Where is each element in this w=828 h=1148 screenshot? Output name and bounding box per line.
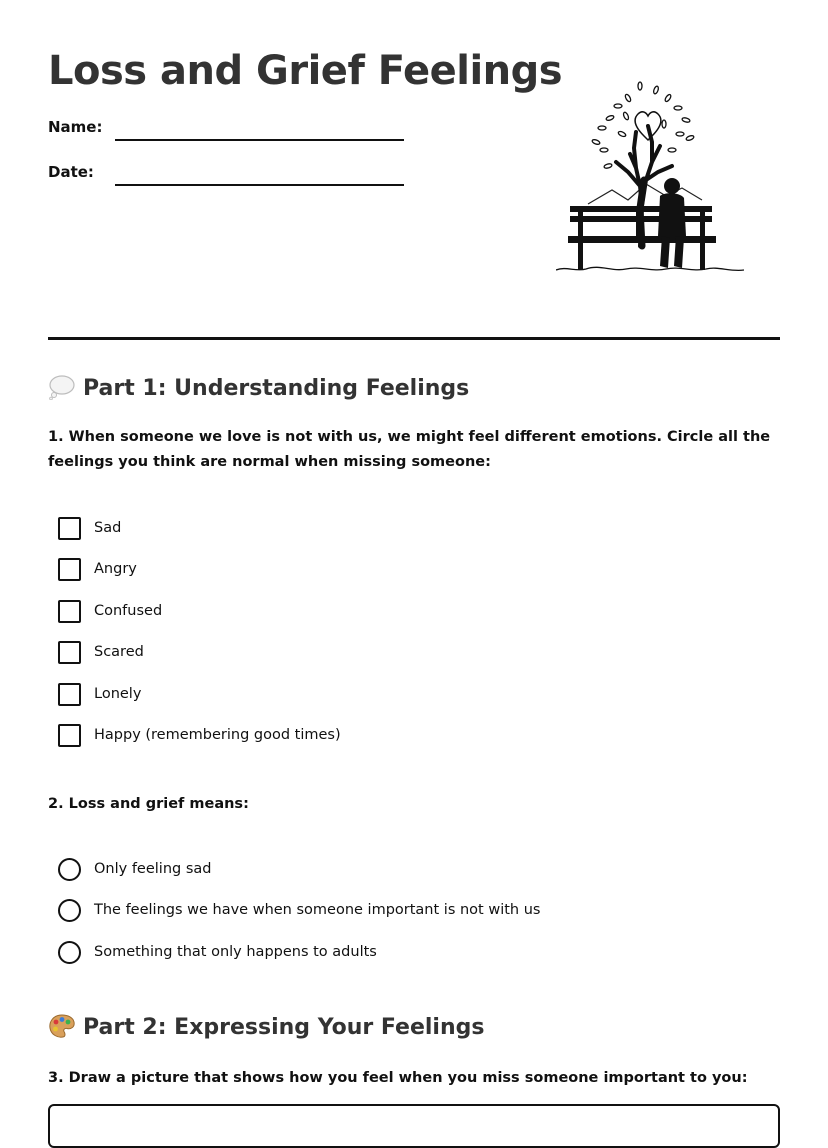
radio-button[interactable] [58, 899, 81, 922]
tree-bench-illustration [556, 76, 744, 276]
meaning-option-3[interactable] [58, 941, 758, 965]
date-field [48, 162, 408, 192]
question-1: 1. When someone we love is not with us, we might feel different emotions. Circle all the feelings you think are normal when missing someone: [48, 429, 771, 470]
radio-button[interactable] [58, 858, 81, 881]
part1-heading [48, 374, 469, 404]
option-label: Scared [94, 644, 144, 660]
thought-bubble-icon [48, 374, 76, 400]
option-label: Happy (remembering good times) [94, 727, 341, 743]
meaning-option-1[interactable] [58, 858, 758, 882]
feeling-option-angry[interactable] [58, 558, 758, 582]
option-label: Angry [94, 561, 137, 577]
meaning-option-2[interactable] [58, 899, 758, 923]
drawing-area[interactable] [48, 1104, 780, 1148]
part1-heading-text: Part 1: Understanding Feelings [83, 376, 470, 401]
option-label: Lonely [94, 686, 142, 702]
date-input-line[interactable] [115, 184, 404, 186]
checkbox[interactable] [58, 558, 81, 581]
part2-heading [48, 1013, 484, 1043]
option-label: Confused [94, 603, 163, 619]
feeling-option-happy[interactable] [58, 724, 758, 748]
question-3: 3. Draw a picture that shows how you feel when you miss someone important to you: [48, 1070, 748, 1086]
checkbox[interactable] [58, 517, 81, 540]
date-label: Date: [48, 163, 94, 181]
page-title: Loss and Grief Feelings [48, 48, 563, 94]
section-divider [48, 337, 780, 340]
radio-button[interactable] [58, 941, 81, 964]
feeling-option-confused[interactable] [58, 600, 758, 624]
feeling-option-sad[interactable] [58, 517, 758, 541]
part2-heading-text: Part 2: Expressing Your Feelings [83, 1015, 485, 1040]
option-label: Only feeling sad [94, 861, 212, 877]
checkbox[interactable] [58, 600, 81, 623]
question-2: 2. Loss and grief means: [48, 796, 249, 812]
name-label: Name: [48, 118, 103, 136]
feeling-option-lonely[interactable] [58, 683, 758, 707]
checkbox[interactable] [58, 724, 81, 747]
option-label: Sad [94, 520, 122, 536]
feeling-option-scared[interactable] [58, 641, 758, 665]
option-label: Something that only happens to adults [94, 944, 377, 960]
name-input-line[interactable] [115, 139, 404, 141]
worksheet-page [48, 0, 780, 1118]
name-field [48, 117, 408, 147]
checkbox[interactable] [58, 683, 81, 706]
checkbox[interactable] [58, 641, 81, 664]
artist-palette-icon [48, 1013, 76, 1039]
option-label: The feelings we have when someone important is not with us [94, 902, 541, 918]
